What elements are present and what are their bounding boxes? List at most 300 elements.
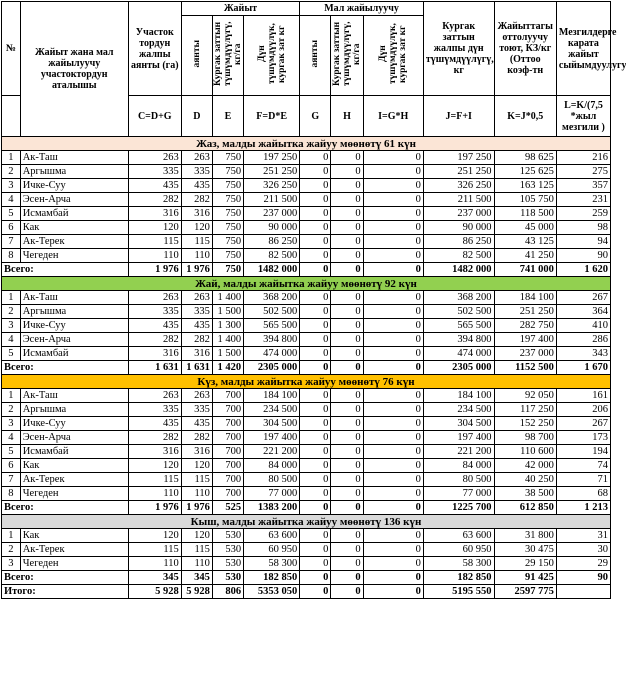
row-value: 335 [181, 403, 212, 417]
total-row [2, 571, 611, 585]
row-value: 206 [556, 403, 610, 417]
row-value: 394 800 [423, 333, 494, 347]
row-value: 263 [128, 151, 181, 165]
row-value: 1 400 [212, 333, 243, 347]
row-value: 30 [556, 543, 610, 557]
table-row [2, 389, 611, 403]
row-value: 316 [128, 207, 181, 221]
total-value: 0 [331, 571, 363, 585]
row-value: 0 [300, 445, 331, 459]
row-value: 530 [212, 557, 243, 571]
row-value: 115 [181, 473, 212, 487]
row-number: 6 [2, 459, 21, 473]
row-value: 0 [300, 165, 331, 179]
row-name: Ак-Терек [20, 235, 128, 249]
row-number: 2 [2, 403, 21, 417]
row-number: 5 [2, 445, 21, 459]
row-value: 71 [556, 473, 610, 487]
header-season: Мезгилдерге карата жайыт сыйымдуулугу [556, 2, 610, 96]
row-value: 474 000 [423, 347, 494, 361]
row-value: 263 [128, 389, 181, 403]
table-row [2, 179, 611, 193]
table-row [2, 487, 611, 501]
row-number: 4 [2, 193, 21, 207]
grand-total-value: 0 [300, 585, 331, 599]
grand-total-row [2, 585, 611, 599]
total-value: 612 850 [494, 501, 556, 515]
row-name: Эсен-Арча [20, 193, 128, 207]
formula-e: E [212, 96, 243, 137]
row-value: 68 [556, 487, 610, 501]
row-name: Чегеден [20, 487, 128, 501]
table-row [2, 347, 611, 361]
grand-total-value: 2597 775 [494, 585, 556, 599]
total-label: Всего: [2, 263, 129, 277]
total-value: 1482 000 [423, 263, 494, 277]
grand-total-value [556, 585, 610, 599]
table-row [2, 221, 611, 235]
row-value: 60 950 [423, 543, 494, 557]
row-name: Эсен-Арча [20, 333, 128, 347]
row-value: 115 [128, 473, 181, 487]
row-value: 316 [128, 347, 181, 361]
header-grazing-yield: Кургак заттын түшүмдүүлүгү, кг/га [331, 16, 363, 96]
row-value: 43 125 [494, 235, 556, 249]
row-value: 700 [212, 417, 243, 431]
header-pasture-yield: Кургак заттын түшүмдүүлүгү, кг/га [212, 16, 243, 96]
table-row [2, 431, 611, 445]
total-value: 182 850 [244, 571, 300, 585]
row-value: 0 [300, 389, 331, 403]
row-value: 263 [181, 389, 212, 403]
row-number: 6 [2, 221, 21, 235]
row-name: Ичке-Суу [20, 319, 128, 333]
row-value: 0 [363, 431, 423, 445]
total-value: 345 [181, 571, 212, 585]
table-row [2, 473, 611, 487]
row-value: 0 [300, 193, 331, 207]
total-row [2, 263, 611, 277]
row-value: 0 [331, 291, 363, 305]
row-value: 0 [363, 459, 423, 473]
row-value: 0 [363, 543, 423, 557]
grand-total-value: 806 [212, 585, 243, 599]
row-value: 0 [331, 249, 363, 263]
row-value: 211 500 [423, 193, 494, 207]
row-value: 316 [181, 347, 212, 361]
total-value: 0 [331, 361, 363, 375]
row-value: 0 [300, 319, 331, 333]
row-value: 1 300 [212, 319, 243, 333]
row-value: 0 [363, 151, 423, 165]
row-value: 0 [331, 319, 363, 333]
row-value: 368 200 [244, 291, 300, 305]
row-value: 152 250 [494, 417, 556, 431]
season-header-row [2, 375, 611, 389]
row-value: 110 [128, 557, 181, 571]
row-value: 0 [300, 151, 331, 165]
row-value: 173 [556, 431, 610, 445]
header-area: Участок тордун жалпы аянты (га) [128, 2, 181, 96]
header-grazing: Мал жайылуучу [300, 2, 424, 16]
row-value: 92 050 [494, 389, 556, 403]
row-value: 94 [556, 235, 610, 249]
row-name: Аргышма [20, 165, 128, 179]
total-value: 0 [300, 571, 331, 585]
row-value: 82 500 [423, 249, 494, 263]
row-number: 8 [2, 249, 21, 263]
total-value: 1 670 [556, 361, 610, 375]
row-value: 0 [331, 235, 363, 249]
row-value: 82 500 [244, 249, 300, 263]
row-value: 410 [556, 319, 610, 333]
row-number: 4 [2, 431, 21, 445]
total-value: 0 [300, 263, 331, 277]
row-value: 80 500 [423, 473, 494, 487]
row-value: 263 [128, 291, 181, 305]
row-value: 216 [556, 151, 610, 165]
row-value: 237 000 [244, 207, 300, 221]
row-name: Ак-Терек [20, 473, 128, 487]
row-value: 98 [556, 221, 610, 235]
row-value: 251 250 [423, 165, 494, 179]
total-value: 750 [212, 263, 243, 277]
total-value: 2305 000 [244, 361, 300, 375]
row-value: 115 [181, 543, 212, 557]
header-pasture-area: аянты [181, 16, 212, 96]
row-value: 282 750 [494, 319, 556, 333]
header-formula-blank [2, 96, 21, 137]
row-value: 125 625 [494, 165, 556, 179]
row-number: 7 [2, 473, 21, 487]
row-value: 0 [363, 417, 423, 431]
row-value: 282 [128, 333, 181, 347]
row-value: 530 [212, 543, 243, 557]
row-value: 74 [556, 459, 610, 473]
header-grazing-gross: Дүн түшүмдүүлүк, кургак зат кг [363, 16, 423, 96]
row-value: 0 [363, 347, 423, 361]
row-value: 98 625 [494, 151, 556, 165]
row-value: 750 [212, 249, 243, 263]
total-value: 1152 500 [494, 361, 556, 375]
row-value: 316 [181, 445, 212, 459]
row-value: 0 [331, 445, 363, 459]
row-value: 0 [363, 305, 423, 319]
row-value: 282 [181, 431, 212, 445]
row-value: 60 950 [244, 543, 300, 557]
row-value: 80 500 [244, 473, 300, 487]
season-header-row [2, 515, 611, 529]
row-value: 120 [128, 459, 181, 473]
row-value: 90 [556, 249, 610, 263]
header-capacity: Жайыттагы оттолуучу тоют, КЗ/кг (Оттоо коэф-тн [494, 2, 556, 96]
row-value: 0 [363, 165, 423, 179]
row-value: 0 [363, 235, 423, 249]
row-number: 4 [2, 333, 21, 347]
row-value: 197 400 [244, 431, 300, 445]
row-value: 163 125 [494, 179, 556, 193]
header-name: Жайыт жана мал жайылуучу участоктордун аталышы [20, 2, 128, 137]
total-value: 1 420 [212, 361, 243, 375]
row-value: 750 [212, 151, 243, 165]
row-value: 343 [556, 347, 610, 361]
row-value: 110 [128, 487, 181, 501]
row-value: 316 [128, 445, 181, 459]
row-name: Ичке-Суу [20, 179, 128, 193]
row-value: 0 [300, 543, 331, 557]
row-value: 0 [300, 179, 331, 193]
row-value: 251 250 [244, 165, 300, 179]
row-value: 282 [128, 431, 181, 445]
row-value: 221 200 [244, 445, 300, 459]
row-value: 237 000 [494, 347, 556, 361]
row-value: 435 [181, 417, 212, 431]
formula-h: H [331, 96, 363, 137]
row-value: 1 500 [212, 305, 243, 319]
row-number: 1 [2, 291, 21, 305]
row-value: 435 [128, 319, 181, 333]
total-value: 0 [300, 501, 331, 515]
row-number: 1 [2, 529, 21, 543]
row-value: 197 250 [244, 151, 300, 165]
row-name: Исмамбай [20, 445, 128, 459]
total-value: 1482 000 [244, 263, 300, 277]
row-value: 700 [212, 389, 243, 403]
row-value: 700 [212, 431, 243, 445]
row-value: 0 [300, 221, 331, 235]
row-value: 41 250 [494, 249, 556, 263]
row-value: 120 [181, 529, 212, 543]
grand-total-value: 5 928 [128, 585, 181, 599]
row-value: 42 000 [494, 459, 556, 473]
row-value: 0 [363, 403, 423, 417]
total-value: 345 [128, 571, 181, 585]
total-value: 1 620 [556, 263, 610, 277]
total-value: 0 [331, 501, 363, 515]
row-number: 3 [2, 319, 21, 333]
row-value: 326 250 [244, 179, 300, 193]
row-value: 84 000 [244, 459, 300, 473]
row-value: 0 [300, 207, 331, 221]
header-pasture: Жайыт [181, 2, 299, 16]
row-value: 0 [300, 557, 331, 571]
row-value: 120 [128, 529, 181, 543]
row-value: 0 [300, 417, 331, 431]
season-header-row [2, 137, 611, 151]
grand-total-value: 0 [331, 585, 363, 599]
row-value: 251 250 [494, 305, 556, 319]
total-value: 1 631 [128, 361, 181, 375]
row-value: 0 [331, 165, 363, 179]
row-value: 364 [556, 305, 610, 319]
row-value: 700 [212, 459, 243, 473]
row-number: 8 [2, 487, 21, 501]
pasture-table [1, 1, 626, 599]
row-value: 29 [556, 557, 610, 571]
row-value: 0 [331, 459, 363, 473]
total-value: 1 976 [181, 263, 212, 277]
row-name: Эсен-Арча [20, 431, 128, 445]
total-row [2, 501, 611, 515]
row-value: 38 500 [494, 487, 556, 501]
total-value: 182 850 [423, 571, 494, 585]
row-value: 63 600 [244, 529, 300, 543]
total-value: 1 976 [128, 501, 181, 515]
season-title: Жай, малды жайытка жайуу мөөнөтү 92 күн [2, 277, 611, 291]
row-value: 31 [556, 529, 610, 543]
total-value: 91 425 [494, 571, 556, 585]
row-name: Как [20, 459, 128, 473]
season-header-row [2, 277, 611, 291]
row-name: Аргышма [20, 403, 128, 417]
row-value: 259 [556, 207, 610, 221]
row-value: 565 500 [244, 319, 300, 333]
row-value: 750 [212, 165, 243, 179]
row-name: Ак-Таш [20, 389, 128, 403]
row-value: 0 [363, 207, 423, 221]
table-row [2, 305, 611, 319]
row-value: 115 [128, 235, 181, 249]
row-value: 394 800 [244, 333, 300, 347]
row-number: 3 [2, 179, 21, 193]
header-grazing-area: аянты [300, 16, 331, 96]
formula-d: D [181, 96, 212, 137]
row-name: Чегеден [20, 557, 128, 571]
row-value: 368 200 [423, 291, 494, 305]
row-value: 316 [181, 207, 212, 221]
table-row [2, 557, 611, 571]
row-value: 502 500 [244, 305, 300, 319]
row-value: 105 750 [494, 193, 556, 207]
season-title: Күз, малды жайытка жайуу мөөнөтү 76 күн [2, 375, 611, 389]
row-value: 0 [331, 543, 363, 557]
row-value: 565 500 [423, 319, 494, 333]
row-value: 435 [128, 417, 181, 431]
row-value: 86 250 [244, 235, 300, 249]
row-value: 117 250 [494, 403, 556, 417]
row-value: 197 250 [423, 151, 494, 165]
row-value: 0 [300, 487, 331, 501]
row-value: 335 [181, 165, 212, 179]
row-value: 110 [181, 557, 212, 571]
total-value: 1 631 [181, 361, 212, 375]
total-value: 1225 700 [423, 501, 494, 515]
total-value: 1 213 [556, 501, 610, 515]
row-value: 234 500 [244, 403, 300, 417]
row-value: 700 [212, 403, 243, 417]
row-value: 0 [363, 445, 423, 459]
total-value: 1383 200 [244, 501, 300, 515]
row-number: 5 [2, 207, 21, 221]
row-value: 750 [212, 221, 243, 235]
formula-j: J=F+I [423, 96, 494, 137]
row-value: 110 [128, 249, 181, 263]
row-value: 0 [331, 431, 363, 445]
table-row [2, 417, 611, 431]
row-name: Ак-Терек [20, 543, 128, 557]
total-label: Всего: [2, 361, 129, 375]
total-value: 90 [556, 571, 610, 585]
row-number: 2 [2, 165, 21, 179]
row-value: 357 [556, 179, 610, 193]
row-name: Исмамбай [20, 347, 128, 361]
row-value: 0 [300, 403, 331, 417]
row-value: 502 500 [423, 305, 494, 319]
row-value: 1 400 [212, 291, 243, 305]
row-value: 435 [128, 179, 181, 193]
row-value: 335 [181, 305, 212, 319]
row-value: 286 [556, 333, 610, 347]
row-value: 58 300 [423, 557, 494, 571]
row-value: 118 500 [494, 207, 556, 221]
row-value: 0 [300, 249, 331, 263]
row-name: Ичке-Суу [20, 417, 128, 431]
row-value: 184 100 [423, 389, 494, 403]
row-value: 77 000 [423, 487, 494, 501]
row-number: 3 [2, 417, 21, 431]
row-value: 115 [128, 543, 181, 557]
grand-total-value: 5195 550 [423, 585, 494, 599]
row-name: Чегеден [20, 249, 128, 263]
row-value: 0 [363, 193, 423, 207]
row-value: 0 [363, 291, 423, 305]
total-value: 1 976 [128, 263, 181, 277]
row-value: 0 [331, 333, 363, 347]
row-value: 211 500 [244, 193, 300, 207]
row-value: 120 [128, 221, 181, 235]
table-row [2, 319, 611, 333]
row-value: 110 600 [494, 445, 556, 459]
row-value: 0 [331, 179, 363, 193]
row-value: 304 500 [423, 417, 494, 431]
row-value: 120 [181, 459, 212, 473]
table-row [2, 333, 611, 347]
row-value: 0 [363, 487, 423, 501]
grand-total-value: 5353 050 [244, 585, 300, 599]
total-row [2, 361, 611, 375]
row-value: 0 [300, 459, 331, 473]
row-value: 161 [556, 389, 610, 403]
row-value: 0 [300, 473, 331, 487]
row-value: 0 [331, 347, 363, 361]
row-value: 0 [300, 291, 331, 305]
row-value: 231 [556, 193, 610, 207]
row-value: 282 [181, 193, 212, 207]
row-value: 0 [363, 221, 423, 235]
row-value: 0 [300, 333, 331, 347]
row-value: 98 700 [494, 431, 556, 445]
row-value: 474 000 [244, 347, 300, 361]
row-value: 0 [331, 207, 363, 221]
row-number: 2 [2, 543, 21, 557]
table-row [2, 403, 611, 417]
row-value: 0 [331, 473, 363, 487]
row-value: 750 [212, 207, 243, 221]
header-pasture-gross: Дүн түшүмдүүлүк, кургак зат кг [244, 16, 300, 96]
row-value: 326 250 [423, 179, 494, 193]
row-value: 84 000 [423, 459, 494, 473]
row-number: 5 [2, 347, 21, 361]
row-value: 275 [556, 165, 610, 179]
row-value: 31 800 [494, 529, 556, 543]
row-value: 184 100 [494, 291, 556, 305]
row-value: 750 [212, 193, 243, 207]
row-value: 0 [331, 403, 363, 417]
row-value: 221 200 [423, 445, 494, 459]
row-value: 77 000 [244, 487, 300, 501]
header-dry-total: Кургак заттын жалпы дүн түшүмдүүлүгү, кг [423, 2, 494, 96]
table-row [2, 459, 611, 473]
